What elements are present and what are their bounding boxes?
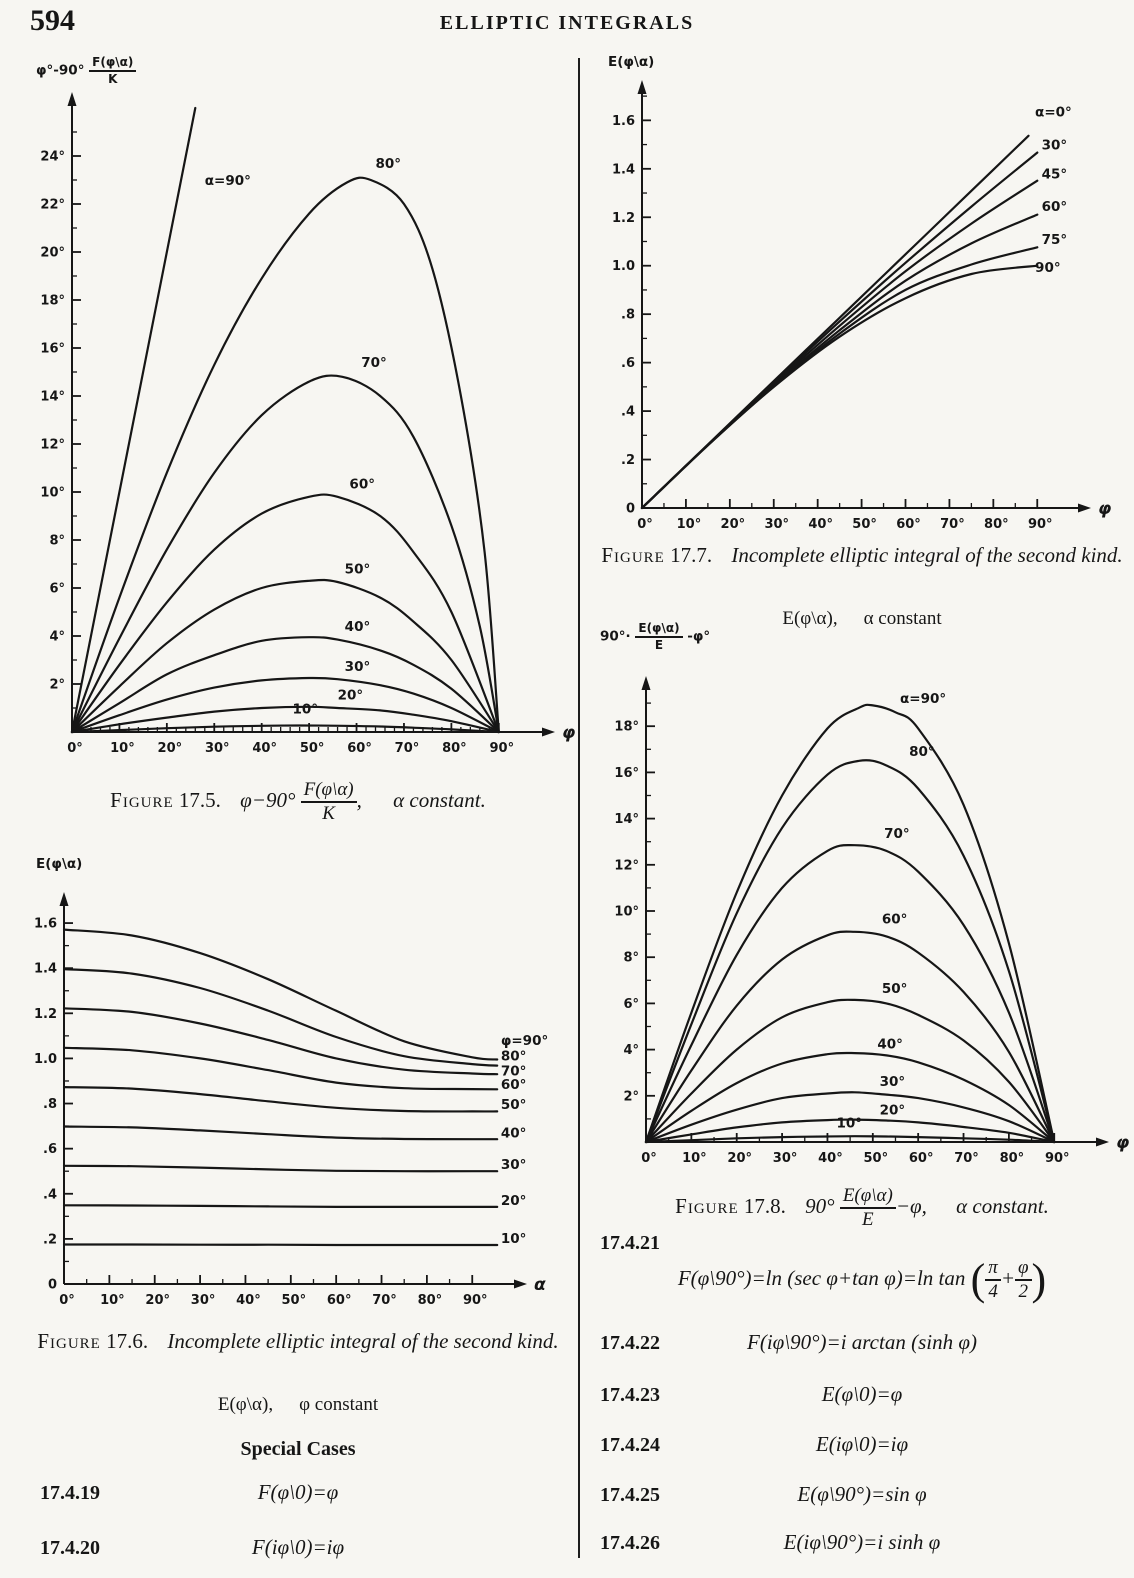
- equation-body: F(iφ\90°)=i arctan (sinh φ): [747, 1330, 977, 1354]
- x-axis-arrow: [542, 728, 555, 737]
- equation-body: F(iφ\0)=iφ: [251, 1535, 345, 1559]
- curve-label-α=90°: α=90°: [900, 691, 947, 708]
- curve-label-40°: 40°: [500, 1125, 527, 1142]
- subcaption-constant: φ constant: [299, 1394, 379, 1415]
- y-tick-label: 14°: [40, 389, 65, 405]
- figure-word: Figure: [110, 787, 174, 812]
- y-tick-label: 18°: [40, 293, 65, 309]
- x-tick-label: 90°: [489, 741, 515, 756]
- curve-80°: [72, 178, 499, 732]
- equation-number: 17.4.25: [600, 1484, 660, 1506]
- y-tick-label: 4°: [49, 629, 65, 645]
- x-tick-label: 30°: [772, 1151, 798, 1166]
- x-tick-label: 70°: [940, 517, 965, 532]
- x-tick-label: 60°: [908, 1151, 934, 1166]
- y-tick-label: 0: [47, 1277, 57, 1293]
- equation-number: 17.4.24: [600, 1434, 660, 1456]
- figure-17-6-subcaption: [28, 1394, 568, 1416]
- equation-body: E(φ\0)=φ: [821, 1382, 903, 1406]
- y-tick-label: 22°: [40, 197, 65, 213]
- y-axis-arrow: [68, 92, 77, 106]
- x-axis-title: α: [534, 1275, 546, 1295]
- figure-17-8-chart: [592, 662, 1132, 1182]
- y-tick-label: .2: [621, 453, 635, 469]
- fraction-bottom: 2: [1018, 1280, 1028, 1302]
- caption-text: Incomplete elliptic integral of the second kind.: [731, 543, 1123, 567]
- curve-label-70°: 70°: [500, 1063, 527, 1080]
- curve-70°: [64, 1008, 497, 1074]
- curve-label-70°: 70°: [884, 826, 910, 843]
- x-axis-arrow: [514, 1280, 527, 1289]
- curve-50°: [64, 1087, 497, 1111]
- figure-word: Figure: [601, 543, 665, 567]
- curve-label-50°: 50°: [881, 981, 908, 998]
- curve-label-90°: 90°: [1035, 259, 1061, 276]
- curve-label-80°: 80°: [375, 156, 402, 172]
- y-tick-label: 8°: [623, 950, 639, 966]
- fig178-y-label-fraction: [635, 622, 682, 651]
- equation-number: 17.4.21: [600, 1232, 660, 1254]
- caption-comma: ,: [356, 787, 362, 812]
- caption-math-post: −φ,: [895, 1193, 927, 1218]
- figure-number: 17.6.: [106, 1329, 149, 1353]
- caption-text: Incomplete elliptic integral of the second kind.: [167, 1329, 559, 1353]
- curve-60°: [642, 215, 1037, 508]
- y-tick-label: 1.2: [33, 1006, 57, 1022]
- y-tick-label: 1.0: [33, 1051, 57, 1067]
- curve-label-60°: 60°: [881, 911, 908, 928]
- y-tick-label: 16°: [614, 765, 639, 781]
- x-tick-label: 0°: [59, 1293, 75, 1308]
- curve-label-20°: 20°: [879, 1102, 906, 1119]
- fig178-y-label-pre: 90°·: [600, 628, 631, 645]
- fraction-bottom: K: [108, 71, 118, 86]
- curve-40°: [64, 1127, 497, 1140]
- x-tick-label: 0°: [637, 517, 653, 532]
- figure-word: Figure: [37, 1329, 101, 1353]
- figure-17-6-caption: [28, 1328, 568, 1354]
- x-tick-label: 30°: [764, 517, 790, 532]
- fraction-bottom: E: [654, 637, 664, 652]
- y-tick-label: 4°: [623, 1043, 639, 1059]
- curve-label-α=0°: α=0°: [1035, 104, 1072, 121]
- caption-math-pre: φ−90°: [240, 787, 296, 812]
- x-axis-title: φ: [1116, 1133, 1130, 1153]
- equation-number: 17.4.20: [40, 1537, 100, 1559]
- x-tick-label: 80°: [999, 1151, 1025, 1166]
- x-tick-label: 30°: [190, 1293, 216, 1308]
- caption-math-pre: 90°: [805, 1193, 835, 1218]
- x-tick-label: 60°: [896, 517, 921, 532]
- x-tick-label: 40°: [236, 1293, 261, 1308]
- x-tick-label: 90°: [1044, 1151, 1070, 1166]
- y-axis-arrow: [642, 676, 651, 690]
- curve-45°: [642, 181, 1037, 508]
- x-tick-label: 10°: [676, 517, 702, 532]
- figure-word: Figure: [675, 1193, 739, 1218]
- curve-label-20°: 20°: [337, 687, 364, 704]
- equation-body: E(iφ\0)=iφ: [815, 1432, 909, 1456]
- right-parenthesis: ): [1031, 1254, 1047, 1304]
- curve-label-60°: 60°: [1041, 199, 1068, 216]
- x-tick-label: 50°: [852, 517, 877, 532]
- y-tick-label: 18°: [614, 719, 639, 735]
- phi-over-2-fraction: [1015, 1258, 1032, 1302]
- y-tick-label: .4: [43, 1187, 57, 1203]
- curve-label-80°: 80°: [500, 1048, 527, 1065]
- x-axis-arrow: [1078, 504, 1091, 513]
- curve-label-70°: 70°: [361, 355, 387, 372]
- curve-90°: [642, 266, 1037, 508]
- x-tick-label: 10°: [682, 1151, 707, 1166]
- curve-60°: [64, 1048, 497, 1090]
- equation-number: 17.4.19: [40, 1482, 100, 1504]
- y-tick-label: .2: [43, 1232, 57, 1248]
- curve-30°: [72, 678, 499, 732]
- x-tick-label: 80°: [984, 517, 1009, 532]
- x-tick-label: 80°: [442, 741, 467, 756]
- equation-body: E(iφ\90°)=i sinh φ: [783, 1530, 941, 1554]
- figure-17-5-caption: [18, 780, 578, 824]
- y-tick-label: 10°: [614, 904, 639, 920]
- curve-75°: [642, 247, 1037, 508]
- x-tick-label: 50°: [299, 741, 325, 756]
- x-tick-label: 60°: [347, 741, 372, 756]
- curve-label-80°: 80°: [909, 744, 935, 761]
- caption-fraction: [301, 780, 357, 824]
- y-tick-label: 0: [625, 501, 635, 517]
- y-tick-label: 1.6: [611, 113, 635, 129]
- y-tick-label: .8: [43, 1097, 57, 1113]
- fig178-y-axis-title: [600, 622, 710, 651]
- curve-label-30°: 30°: [500, 1156, 527, 1173]
- fraction-bottom: E: [862, 1208, 874, 1230]
- equation-body: E(φ\90°)=sin φ: [797, 1482, 927, 1506]
- x-tick-label: 0°: [641, 1151, 657, 1166]
- y-tick-label: 6°: [49, 581, 65, 597]
- curve-label-30°: 30°: [344, 658, 371, 675]
- fig178-y-label-post: -φ°: [687, 628, 711, 645]
- x-axis-title: φ: [1098, 499, 1112, 519]
- figure-17-7-chart: [592, 48, 1132, 548]
- x-tick-label: 20°: [157, 741, 183, 756]
- curve-label-40°: 40°: [877, 1036, 903, 1053]
- x-tick-label: 20°: [727, 1151, 753, 1166]
- y-tick-label: .8: [621, 307, 635, 323]
- curve-label-30°: 30°: [879, 1074, 906, 1091]
- curve-label-10°: 10°: [836, 1115, 863, 1132]
- x-tick-label: 80°: [417, 1293, 443, 1308]
- y-tick-label: .4: [621, 404, 635, 420]
- fig177-y-axis-title: E(φ\α): [608, 54, 655, 70]
- y-tick-label: .6: [43, 1142, 57, 1158]
- equation-number: 17.4.22: [600, 1332, 660, 1354]
- y-tick-label: 6°: [623, 996, 639, 1012]
- y-axis-arrow: [638, 80, 647, 94]
- x-tick-label: 10°: [100, 1293, 125, 1308]
- x-tick-label: 50°: [863, 1151, 889, 1166]
- fraction-top: π: [985, 1258, 1001, 1281]
- subcaption-constant: α constant: [863, 608, 942, 629]
- curve-α=90°: [72, 108, 195, 732]
- y-tick-label: 24°: [40, 149, 65, 165]
- caption-constant-note: α constant.: [393, 787, 486, 812]
- y-tick-label: 14°: [614, 812, 639, 828]
- x-tick-label: 20°: [720, 517, 746, 532]
- fraction-bottom: K: [322, 802, 335, 824]
- pi-over-4-fraction: [985, 1258, 1001, 1302]
- y-tick-label: 1.4: [33, 961, 57, 977]
- y-axis-arrow: [60, 892, 69, 906]
- x-tick-label: 90°: [1027, 517, 1053, 532]
- left-parenthesis: (: [970, 1254, 986, 1304]
- x-tick-label: 60°: [326, 1293, 352, 1308]
- x-tick-label: 40°: [818, 1151, 843, 1166]
- figure-number: 17.5.: [178, 787, 221, 812]
- figure-number: 17.8.: [743, 1193, 786, 1218]
- curve-20°: [64, 1205, 497, 1207]
- x-tick-label: 70°: [954, 1151, 979, 1166]
- y-tick-label: 16°: [40, 341, 65, 357]
- page-number: 594: [30, 4, 75, 37]
- equation-number: 17.4.26: [600, 1532, 660, 1554]
- caption-constant-note: α constant.: [956, 1193, 1049, 1218]
- y-tick-label: 2°: [623, 1089, 639, 1105]
- equation-body-17-4-21: [592, 1254, 1132, 1304]
- curve-label-α=90°: α=90°: [204, 172, 251, 189]
- curve-60°: [646, 932, 1054, 1142]
- x-tick-label: 70°: [394, 741, 420, 756]
- fig176-y-axis-title: E(φ\α): [36, 856, 83, 872]
- figure-17-5-chart: [18, 82, 578, 772]
- fraction-top: F(φ\α): [89, 56, 136, 72]
- x-tick-label: 30°: [204, 741, 230, 756]
- curve-label-20°: 20°: [500, 1193, 527, 1210]
- x-tick-label: 50°: [281, 1293, 307, 1308]
- fraction-top: E(φ\α): [635, 622, 682, 638]
- curve-10°: [64, 1245, 497, 1246]
- y-tick-label: 12°: [40, 437, 65, 453]
- x-tick-label: 10°: [110, 741, 135, 756]
- curve-60°: [72, 495, 499, 732]
- curve-label-30°: 30°: [1041, 137, 1068, 154]
- y-tick-label: 20°: [40, 245, 65, 261]
- curve-80°: [646, 760, 1054, 1142]
- curve-label-50°: 50°: [344, 561, 371, 578]
- figure-17-8-caption: [592, 1186, 1132, 1230]
- curve-30°: [64, 1166, 497, 1171]
- figure-17-6-chart: [18, 880, 578, 1320]
- column-divider: [578, 58, 580, 1558]
- page-title: ELLIPTIC INTEGRALS: [439, 12, 695, 34]
- fraction-top: φ: [1015, 1258, 1032, 1281]
- x-tick-label: 0°: [67, 741, 83, 756]
- plus-sign: +: [1000, 1265, 1015, 1290]
- curve-label-60°: 60°: [349, 476, 375, 493]
- y-tick-label: 1.2: [611, 210, 635, 226]
- curve-label-10°: 10°: [292, 701, 319, 718]
- x-tick-label: 40°: [252, 741, 277, 756]
- curve-label-75°: 75°: [1041, 231, 1068, 248]
- x-axis-arrow: [1096, 1138, 1109, 1147]
- subcaption-function: E(φ\α),: [217, 1394, 274, 1415]
- fraction-top: E(φ\α): [840, 1186, 896, 1209]
- curve-label-50°: 50°: [500, 1097, 527, 1114]
- fraction-top: F(φ\α): [301, 780, 357, 803]
- figure-17-7-caption: [592, 542, 1132, 568]
- x-tick-label: 90°: [462, 1293, 488, 1308]
- x-tick-label: 20°: [145, 1293, 171, 1308]
- y-tick-label: 1.4: [611, 162, 635, 178]
- special-cases-heading: Special Cases: [240, 1438, 356, 1460]
- subcaption-function: E(φ\α),: [782, 608, 838, 629]
- y-tick-label: 1.0: [611, 259, 635, 275]
- y-tick-label: 12°: [614, 858, 639, 874]
- fraction-bottom: 4: [988, 1280, 998, 1302]
- y-tick-label: 8°: [49, 533, 65, 549]
- curve-label-45°: 45°: [1041, 166, 1068, 183]
- y-tick-label: 1.6: [33, 916, 57, 932]
- curve-label-60°: 60°: [500, 1076, 527, 1093]
- equation-body: F(φ\0)=φ: [257, 1480, 339, 1504]
- equation-number: 17.4.23: [600, 1384, 660, 1406]
- figure-number: 17.7.: [670, 543, 713, 567]
- fig175-y-axis-title: [36, 56, 136, 85]
- y-tick-label: .6: [621, 356, 635, 372]
- x-tick-label: 40°: [808, 517, 833, 532]
- fig175-y-label-pre: φ°-90°: [36, 62, 85, 79]
- x-axis-title: φ: [562, 723, 576, 743]
- curve-label-10°: 10°: [500, 1230, 527, 1247]
- equation-text: F(φ\90°)=ln (sec φ+tan φ)=ln tan: [677, 1265, 966, 1290]
- curve-label-φ=90°: φ=90°: [500, 1032, 549, 1049]
- caption-fraction: [840, 1186, 896, 1230]
- fig175-y-label-fraction: [89, 56, 136, 85]
- x-tick-label: 70°: [372, 1293, 397, 1308]
- curve-φ=90°: [64, 930, 497, 1060]
- curve-label-40°: 40°: [344, 619, 371, 636]
- y-tick-label: 10°: [40, 485, 65, 501]
- y-tick-label: 2°: [49, 677, 65, 693]
